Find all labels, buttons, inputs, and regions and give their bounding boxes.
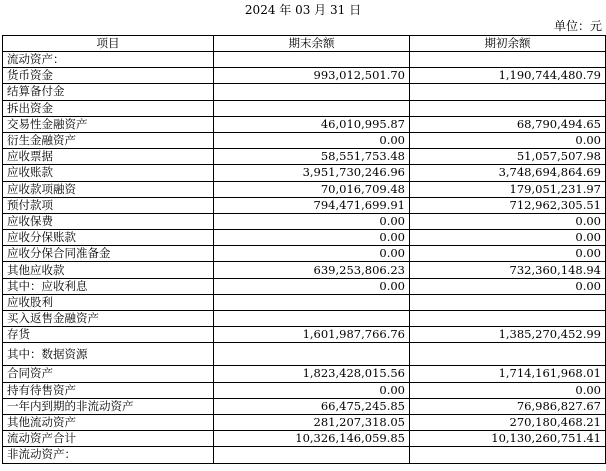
table-header-row bbox=[3, 36, 606, 52]
currency-unit: 单位：元 bbox=[553, 19, 602, 33]
table-row bbox=[3, 382, 606, 398]
begin-balance-cell bbox=[410, 343, 606, 366]
table-row bbox=[3, 181, 606, 197]
begin-balance-cell: 0.00 bbox=[410, 278, 606, 294]
begin-balance-cell: 1,714,161,968.01 bbox=[410, 366, 606, 382]
table-row bbox=[3, 343, 606, 366]
begin-balance-cell: 10,130,260,751.41 bbox=[410, 431, 606, 447]
table-row bbox=[3, 149, 606, 165]
table-row bbox=[3, 311, 606, 327]
begin-balance-cell: 0.00 bbox=[410, 132, 606, 148]
end-balance-cell: 10,326,146,059.85 bbox=[214, 431, 410, 447]
begin-balance-cell: 68,790,494.65 bbox=[410, 116, 606, 132]
begin-balance-cell: 3,748,694,864.69 bbox=[410, 165, 606, 181]
begin-balance-cell bbox=[410, 447, 606, 463]
table-row bbox=[3, 246, 606, 262]
begin-balance-cell bbox=[410, 52, 606, 68]
begin-balance-cell: 270,180,468.21 bbox=[410, 414, 606, 430]
table-row bbox=[3, 366, 606, 382]
end-balance-cell bbox=[214, 52, 410, 68]
end-balance-cell: 58,551,753.48 bbox=[214, 149, 410, 165]
end-balance-cell: 70,016,709.48 bbox=[214, 181, 410, 197]
end-balance-cell: 1,601,987,766.76 bbox=[214, 327, 410, 343]
row-label: 应收票据 bbox=[3, 149, 214, 165]
row-label: 非流动资产： bbox=[3, 447, 214, 463]
end-balance-cell bbox=[214, 294, 410, 310]
row-label: 持有待售资产 bbox=[3, 382, 214, 398]
end-balance-cell bbox=[214, 343, 410, 366]
table-row bbox=[3, 100, 606, 116]
end-balance-cell: 993,012,501.70 bbox=[214, 68, 410, 84]
row-label: 合同资产 bbox=[3, 366, 214, 382]
begin-balance-cell: 76,986,827.67 bbox=[410, 398, 606, 414]
table-row bbox=[3, 262, 606, 278]
table-row bbox=[3, 414, 606, 430]
row-label: 拆出资金 bbox=[3, 100, 214, 116]
row-label: 其中：数据资源 bbox=[3, 343, 214, 366]
table-row bbox=[3, 165, 606, 181]
begin-balance-cell: 1,385,270,452.99 bbox=[410, 327, 606, 343]
column-header-end-balance: 期末余额 bbox=[214, 36, 410, 52]
begin-balance-cell bbox=[410, 100, 606, 116]
row-label: 流动资产： bbox=[3, 52, 214, 68]
row-label: 存货 bbox=[3, 327, 214, 343]
begin-balance-cell: 732,360,148.94 bbox=[410, 262, 606, 278]
table-row bbox=[3, 116, 606, 132]
begin-balance-cell: 712,962,305.51 bbox=[410, 197, 606, 213]
table-row bbox=[3, 132, 606, 148]
row-label: 其中：应收利息 bbox=[3, 278, 214, 294]
end-balance-cell: 3,951,730,246.96 bbox=[214, 165, 410, 181]
row-label: 结算备付金 bbox=[3, 84, 214, 100]
begin-balance-cell: 0.00 bbox=[410, 213, 606, 229]
row-label: 其他流动资产 bbox=[3, 414, 214, 430]
balance-sheet-table bbox=[2, 35, 606, 464]
end-balance-cell: 0.00 bbox=[214, 278, 410, 294]
end-balance-cell: 66,475,245.85 bbox=[214, 398, 410, 414]
row-label: 衍生金融资产 bbox=[3, 132, 214, 148]
table-row bbox=[3, 327, 606, 343]
table-row bbox=[3, 431, 606, 447]
row-label: 应收分保账款 bbox=[3, 230, 214, 246]
table-row bbox=[3, 52, 606, 68]
row-label: 应收保费 bbox=[3, 213, 214, 229]
begin-balance-cell: 0.00 bbox=[410, 230, 606, 246]
table-row bbox=[3, 398, 606, 414]
table-body bbox=[3, 52, 606, 464]
row-label: 应收分保合同准备金 bbox=[3, 246, 214, 262]
row-label: 一年内到期的非流动资产 bbox=[3, 398, 214, 414]
row-label: 货币资金 bbox=[3, 68, 214, 84]
end-balance-cell: 1,823,428,015.56 bbox=[214, 366, 410, 382]
begin-balance-cell bbox=[410, 84, 606, 100]
begin-balance-cell: 179,051,231.97 bbox=[410, 181, 606, 197]
end-balance-cell: 794,471,699.91 bbox=[214, 197, 410, 213]
end-balance-cell bbox=[214, 100, 410, 116]
end-balance-cell: 0.00 bbox=[214, 213, 410, 229]
row-label: 预付款项 bbox=[3, 197, 214, 213]
end-balance-cell: 46,010,995.87 bbox=[214, 116, 410, 132]
row-label: 买入返售金融资产 bbox=[3, 311, 214, 327]
begin-balance-cell: 0.00 bbox=[410, 382, 606, 398]
begin-balance-cell bbox=[410, 294, 606, 310]
end-balance-cell bbox=[214, 311, 410, 327]
table-row bbox=[3, 294, 606, 310]
report-date: 2024 年 03 月 31 日 bbox=[244, 3, 362, 17]
table-row bbox=[3, 447, 606, 463]
end-balance-cell: 0.00 bbox=[214, 132, 410, 148]
begin-balance-cell: 51,057,507.98 bbox=[410, 149, 606, 165]
begin-balance-cell: 1,190,744,480.79 bbox=[410, 68, 606, 84]
table-row bbox=[3, 213, 606, 229]
row-label: 流动资产合计 bbox=[3, 431, 214, 447]
table-row bbox=[3, 68, 606, 84]
row-label: 应收股利 bbox=[3, 294, 214, 310]
begin-balance-cell bbox=[410, 311, 606, 327]
table-row bbox=[3, 278, 606, 294]
end-balance-cell bbox=[214, 84, 410, 100]
end-balance-cell: 281,207,318.05 bbox=[214, 414, 410, 430]
end-balance-cell: 0.00 bbox=[214, 382, 410, 398]
end-balance-cell: 0.00 bbox=[214, 230, 410, 246]
column-header-begin-balance: 期初余额 bbox=[410, 36, 606, 52]
column-header-item: 项目 bbox=[3, 36, 214, 52]
begin-balance-cell: 0.00 bbox=[410, 246, 606, 262]
table-row bbox=[3, 197, 606, 213]
end-balance-cell: 0.00 bbox=[214, 246, 410, 262]
row-label: 应收款项融资 bbox=[3, 181, 214, 197]
row-label: 交易性金融资产 bbox=[3, 116, 214, 132]
row-label: 其他应收款 bbox=[3, 262, 214, 278]
end-balance-cell bbox=[214, 447, 410, 463]
row-label: 应收账款 bbox=[3, 165, 214, 181]
table-row bbox=[3, 84, 606, 100]
table-row bbox=[3, 230, 606, 246]
end-balance-cell: 639,253,806.23 bbox=[214, 262, 410, 278]
